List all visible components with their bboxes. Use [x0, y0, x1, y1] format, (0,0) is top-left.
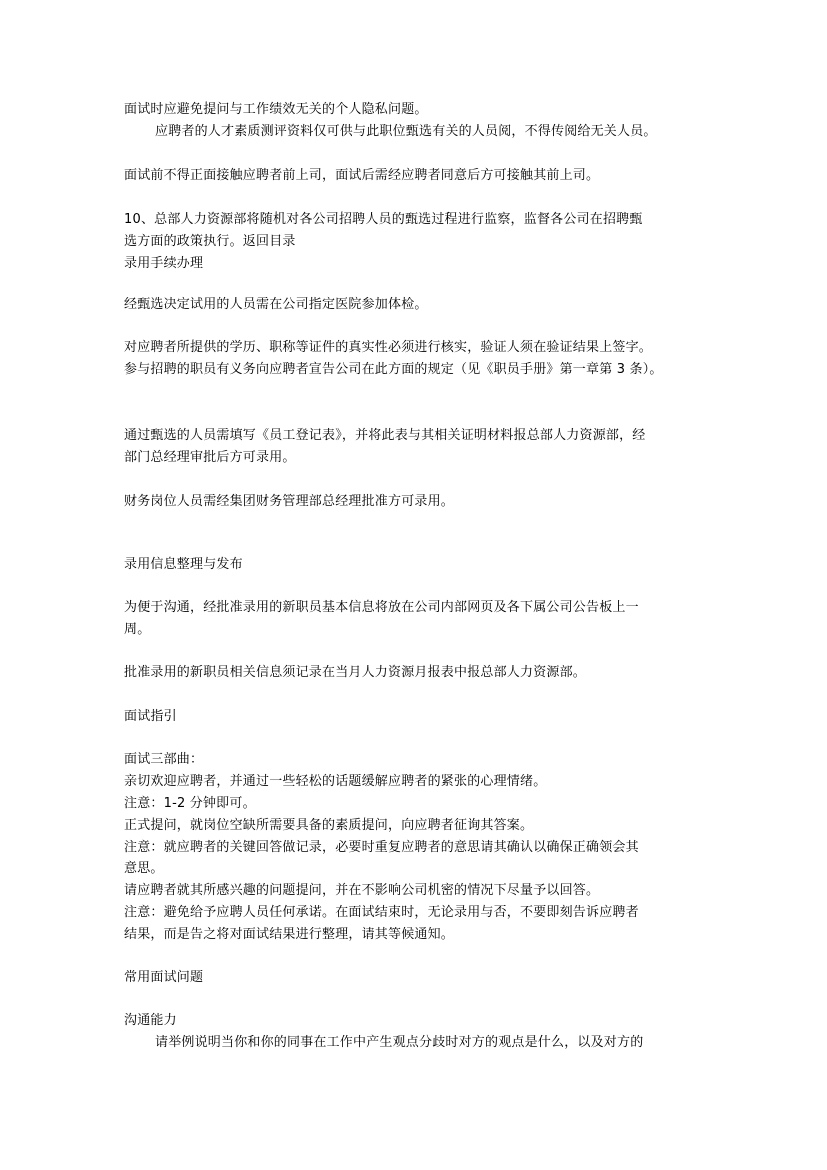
text-line: 选方面的政策执行。返回目录 [124, 234, 296, 249]
text-line: 面试时应避免提问与工作绩效无关的个人隐私问题。 [124, 102, 428, 117]
text-line: 应聘者的人才素质测评资料仅可供与此职位甄选有关的人员阅，不得传阅给无关人员。 [155, 124, 657, 139]
text-line: 面试三部曲： [124, 752, 204, 767]
text-line: 面试前不得正面接触应聘者前上司，面试后需经应聘者同意后方可接触其前上司。 [124, 168, 600, 183]
text-line: 请应聘者就其所感兴趣的问题提问，并在不影响公司机密的情况下尽量予以回答。 [124, 883, 600, 898]
text-line: 请举例说明当你和你的同事在工作中产生观点分歧时对方的观点是什么，以及对方的 [155, 1035, 644, 1050]
text-line: 正式提问，就岗位空缺所需要具备的素质提问，向应聘者征询其答案。 [124, 818, 534, 833]
text-line: 对应聘者所提供的学历、职称等证件的真实性必须进行核实，验证人须在验证结果上签字。 [124, 340, 653, 355]
text-line: 结果，而是告之将对面试结果进行整理，请其等候通知。 [124, 927, 455, 942]
section-heading: 沟通能力 [124, 1013, 177, 1028]
text-line: 为便于沟通，经批准录用的新职员基本信息将放在公司内部网页及各下属公司公告板上一 [124, 600, 639, 615]
text-line: 经甄选决定试用的人员需在公司指定医院参加体检。 [124, 297, 428, 312]
section-heading: 录用手续办理 [124, 256, 204, 271]
text-line: 意思。 [124, 861, 164, 876]
section-heading: 常用面试问题 [124, 970, 204, 985]
section-heading: 面试指引 [124, 709, 177, 724]
text-line: 注意：避免给予应聘人员任何承诺。在面试结束时，无论录用与否，不要即刻告诉应聘者 [124, 905, 639, 920]
text-line: 财务岗位人员需经集团财务管理部总经理批准方可录用。 [124, 494, 455, 509]
text-line: 注意：就应聘者的关键回答做记录，必要时重复应聘者的意思请其确认以确保正确领会其 [124, 840, 639, 855]
section-heading: 录用信息整理与发布 [124, 557, 243, 572]
text-line: 部门总经理审批后方可录用。 [124, 450, 296, 465]
text-line: 周。 [124, 622, 151, 637]
text-line: 注意：1-2 分钟即可。 [124, 796, 256, 811]
text-line: 通过甄选的人员需填写《员工登记表》，并将此表与其相关证明材料报总部人力资源部，经 [124, 428, 646, 443]
text-line: 亲切欢迎应聘者，并通过一些轻松的话题缓解应聘者的紧张的心理情绪。 [124, 774, 547, 789]
text-line: 参与招聘的职员有义务向应聘者宣告公司在此方面的规定（见《职员手册》第一章第 3 条）。 [124, 362, 663, 377]
text-line: 10、总部人力资源部将随机对各公司招聘人员的甄选过程进行监察，监督各公司在招聘甄 [124, 212, 643, 227]
text-line: 批准录用的新职员相关信息须记录在当月人力资源月报表中报总部人力资源部。 [124, 665, 587, 680]
